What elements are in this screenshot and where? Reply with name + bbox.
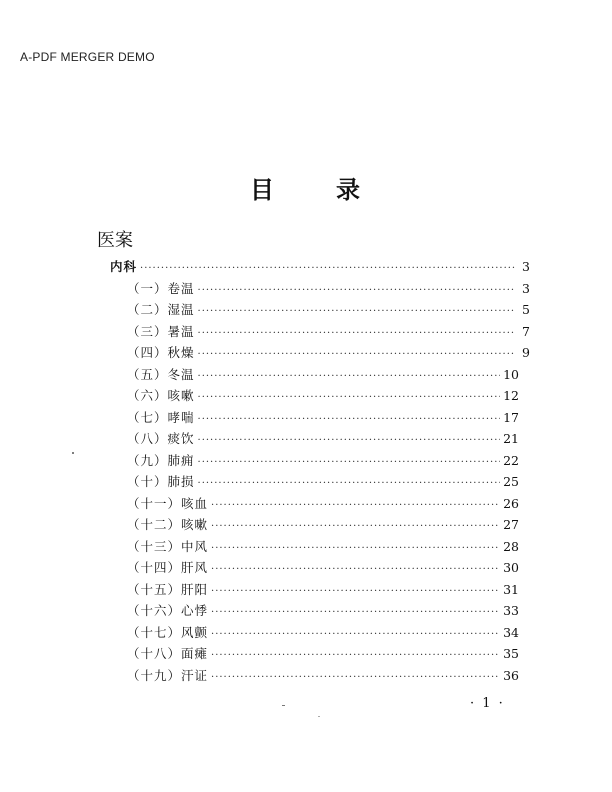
dot-leader bbox=[140, 260, 515, 278]
toc-entry-label: （十八）面瘫 bbox=[127, 646, 209, 661]
dot-leader bbox=[198, 282, 515, 300]
toc-entry-page: 34 bbox=[503, 624, 519, 640]
dot-leader bbox=[211, 647, 500, 665]
toc-entry-label: （八）痰饮 bbox=[127, 431, 195, 446]
toc-entry-label: 内科 bbox=[110, 259, 138, 274]
toc-entry-label: （九）肺痈 bbox=[127, 452, 195, 468]
toc-entry-label: （六）咳嗽 bbox=[127, 388, 195, 403]
toc-entry-label: （十一）咳血 bbox=[127, 495, 209, 511]
toc-entry-page: 22 bbox=[503, 452, 519, 468]
toc-entry[interactable] bbox=[127, 323, 530, 341]
scan-speck bbox=[282, 705, 285, 706]
demo-watermark: A-PDF MERGER DEMO bbox=[20, 50, 155, 64]
toc-entry-page: 9 bbox=[522, 345, 530, 360]
toc-entry-page: 36 bbox=[503, 667, 519, 683]
title-char-2: 录 bbox=[336, 175, 362, 204]
section-heading: 医案 bbox=[97, 230, 133, 251]
toc-entry-label: （四）秋燥 bbox=[127, 345, 195, 360]
dot-leader bbox=[211, 497, 500, 515]
toc-entry-label: （五）冬温 bbox=[127, 366, 195, 382]
toc-entry[interactable] bbox=[127, 602, 519, 620]
toc-entry-page: 3 bbox=[522, 280, 530, 296]
toc-entry[interactable] bbox=[127, 387, 519, 405]
toc-entry-page: 3 bbox=[522, 259, 530, 274]
toc-entry[interactable] bbox=[127, 301, 530, 319]
dot-leader bbox=[198, 389, 501, 407]
toc-entry-page: 35 bbox=[503, 646, 519, 661]
toc-entry-page: 33 bbox=[503, 603, 519, 618]
toc-entry[interactable] bbox=[127, 344, 530, 362]
toc-entry-page: 10 bbox=[503, 366, 519, 382]
dot-leader bbox=[198, 411, 501, 429]
toc-entry-label: （十五）肝阳 bbox=[127, 581, 209, 597]
toc-entry-label: （十九）汗证 bbox=[127, 667, 209, 683]
scan-speck bbox=[318, 716, 320, 717]
toc-entry-page: 17 bbox=[503, 409, 519, 425]
toc-entry-page: 31 bbox=[503, 581, 519, 597]
page-title bbox=[0, 170, 612, 205]
dot-leader bbox=[198, 368, 501, 386]
toc-entry-label: （二）湿温 bbox=[127, 302, 195, 317]
toc-entry-page: 5 bbox=[522, 302, 530, 317]
toc-entry-label: （十四）肝风 bbox=[127, 560, 209, 575]
toc-entry-label: （一）卷温 bbox=[127, 280, 195, 296]
dot-leader bbox=[198, 475, 501, 493]
toc-entry-page: 26 bbox=[503, 495, 519, 511]
toc-entry[interactable] bbox=[127, 409, 519, 427]
toc-entry[interactable] bbox=[127, 667, 519, 685]
toc-entry[interactable] bbox=[127, 559, 519, 577]
toc-entry-page: 28 bbox=[503, 538, 519, 554]
dot-leader bbox=[211, 583, 500, 601]
dot-leader bbox=[211, 518, 500, 536]
toc-entry[interactable] bbox=[127, 495, 519, 513]
toc-entry-label: （三）暑温 bbox=[127, 323, 195, 339]
toc-entry[interactable] bbox=[127, 624, 519, 642]
dot-leader bbox=[211, 626, 500, 644]
toc-entry-label: （七）哮喘 bbox=[127, 409, 195, 425]
toc-entry-page: 21 bbox=[503, 431, 519, 446]
title-char-1: 目 bbox=[250, 175, 276, 204]
toc-entry-page: 12 bbox=[503, 388, 519, 403]
toc-entry-label: （十）肺损 bbox=[127, 474, 195, 489]
dot-leader bbox=[211, 561, 500, 579]
dot-leader bbox=[198, 346, 515, 364]
toc-entry[interactable] bbox=[127, 452, 519, 470]
toc-entry-page: 27 bbox=[503, 517, 519, 532]
toc-entry-label: （十六）心悸 bbox=[127, 603, 209, 618]
toc-entry-page: 30 bbox=[503, 560, 519, 575]
toc-entry[interactable] bbox=[110, 258, 530, 276]
dot-leader bbox=[198, 325, 515, 343]
toc-entry[interactable] bbox=[127, 366, 519, 384]
toc-entry-page: 25 bbox=[503, 474, 519, 489]
toc-entry[interactable] bbox=[127, 581, 519, 599]
toc-entry[interactable] bbox=[127, 538, 519, 556]
toc-entry[interactable] bbox=[127, 645, 519, 663]
toc-entry-label: （十三）中风 bbox=[127, 538, 209, 554]
toc-entry-label: （十七）风颤 bbox=[127, 624, 209, 640]
dot-leader bbox=[198, 454, 501, 472]
dot-leader bbox=[198, 432, 501, 450]
dot-leader bbox=[211, 669, 500, 687]
toc-entry-page: 7 bbox=[522, 323, 530, 339]
dot-leader bbox=[211, 540, 500, 558]
toc-entry-label: （十二）咳嗽 bbox=[127, 517, 209, 532]
dot-leader bbox=[198, 303, 515, 321]
dot-leader bbox=[211, 604, 500, 622]
page-number: · 1 · bbox=[470, 696, 505, 711]
toc-entry[interactable] bbox=[127, 516, 519, 534]
toc-entry[interactable] bbox=[127, 473, 519, 491]
toc-entry[interactable] bbox=[127, 280, 530, 298]
scan-speck bbox=[72, 452, 74, 454]
toc-entry[interactable] bbox=[127, 430, 519, 448]
